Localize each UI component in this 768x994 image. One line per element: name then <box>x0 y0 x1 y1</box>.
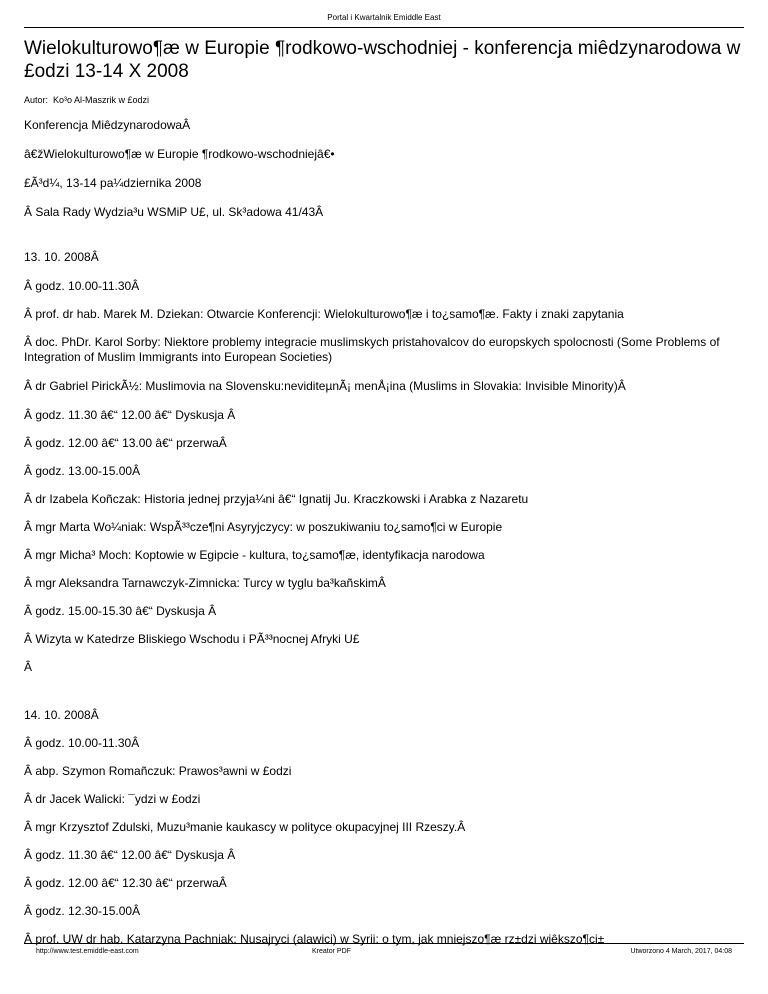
footer-url: http://www.test.emiddle-east.com <box>36 948 139 955</box>
schedule-item: Â godz. 13.00-15.00Â <box>24 464 141 478</box>
schedule-item: Â godz. 11.30 â€“ 12.00 â€“ Dyskusja Â <box>24 848 236 862</box>
schedule-item: Â mgr Krzysztof Zdulski, Muzu³manie kaukascy w polityce okupacyjnej III Rzeszy.Â <box>24 820 466 834</box>
footer-generator: Kreator PDF <box>312 948 351 955</box>
page-header: Portal i Kwartalnik Emiddle East <box>327 13 441 22</box>
schedule-item: Â mgr Marta Wo¼niak: WspÃ³³cze¶ni Asyryjczycy: w poszukiwaniu to¿samo¶ci w Europie <box>24 520 503 534</box>
footer-created: Utworzono 4 March, 2017, 04:08 <box>630 948 732 955</box>
schedule-item: Â godz. 15.00-15.30 â€“ Dyskusja Â <box>24 604 217 618</box>
author-label: Autor: <box>24 95 49 105</box>
header-divider <box>24 27 744 28</box>
schedule-item: Â prof. UW dr hab. Katarzyna Pachniak: Nusajryci (alawici) w Syrii: o tym, jak mniejszo¶æ rz±dzi wiêkszo¶ci± <box>24 932 605 946</box>
schedule-item: Â Wizyta w Katedrze Bliskiego Wschodu i PÃ³³nocnej Afryki U£ <box>24 632 360 646</box>
article-title: Wielokulturowo¶æ w Europie ¶rodkowo-wschodniej - konferencja miêdzynarodowa w £odzi 13-14 X 2008 <box>24 38 741 82</box>
footer-divider <box>24 943 744 944</box>
schedule-item: Â doc. PhDr. Karol Sorby: Niektore problemy integracie muslimskych pristahovalcov do europskych spolocnosti (Some Problems of Integration of Muslim Immigrants into European Societies) <box>24 335 720 364</box>
schedule-item: Â godz. 12.30-15.00Â <box>24 904 141 918</box>
paragraph: £Ã³d¼, 13-14 pa¼dziernika 2008 <box>24 176 202 190</box>
schedule-item: Â godz. 10.00-11.30Â <box>24 279 140 293</box>
schedule-item: Â dr Gabriel PirickÃ½: Muslimovia na Slovensku:neviditeµnÃ¡ menÅ¡ina (Muslims in Slovakia: Invisible Minority)Â <box>24 379 626 393</box>
schedule-item: Â mgr Micha³ Moch: Koptowie w Egipcie - kultura, to¿samo¶æ, identyfikacja narodowa <box>24 548 485 562</box>
author-name: Ko³o Al-Maszrik w £odzi <box>53 95 150 105</box>
schedule-item: Â prof. dr hab. Marek M. Dziekan: Otwarcie Konferencji: Wielokulturowo¶æ i to¿samo¶æ. Fakty i znaki zapytania <box>24 307 624 321</box>
schedule-item: Â godz. 11.30 â€“ 12.00 â€“ Dyskusja Â <box>24 408 236 422</box>
date-heading: 14. 10. 2008Â <box>24 708 99 722</box>
paragraph: Â Sala Rady Wydzia³u WSMiP U£, ul. Sk³adowa 41/43Â <box>24 205 324 219</box>
schedule-item: Â godz. 12.00 â€“ 13.00 â€“ przerwaÂ <box>24 436 227 450</box>
schedule-item: Â dr Jacek Walicki: ¯ydzi w £odzi <box>24 792 201 806</box>
schedule-item: Â dr Izabela Koñczak: Historia jednej przyja¼ni â€“ Ignatij Ju. Kraczkowski i Arabka z Nazaretu <box>24 492 529 506</box>
paragraph: Â <box>24 660 33 674</box>
schedule-item: Â godz. 12.00 â€“ 12.30 â€“ przerwaÂ <box>24 876 227 890</box>
paragraph: â€žWielokulturowo¶æ w Europie ¶rodkowo-wschodniejâ€• <box>24 147 335 161</box>
schedule-item: Â godz. 10.00-11.30Â <box>24 736 140 750</box>
schedule-item: Â abp. Szymon Romañczuk: Prawos³awni w £odzi <box>24 764 292 778</box>
paragraph: Konferencja MiêdzynarodowaÂ <box>24 118 191 132</box>
author-line <box>24 95 149 105</box>
article-body <box>24 118 744 947</box>
date-heading: 13. 10. 2008Â <box>24 250 99 264</box>
schedule-item: Â mgr Aleksandra Tarnawczyk-Zimnicka: Turcy w tyglu ba³kañskimÂ <box>24 576 386 590</box>
